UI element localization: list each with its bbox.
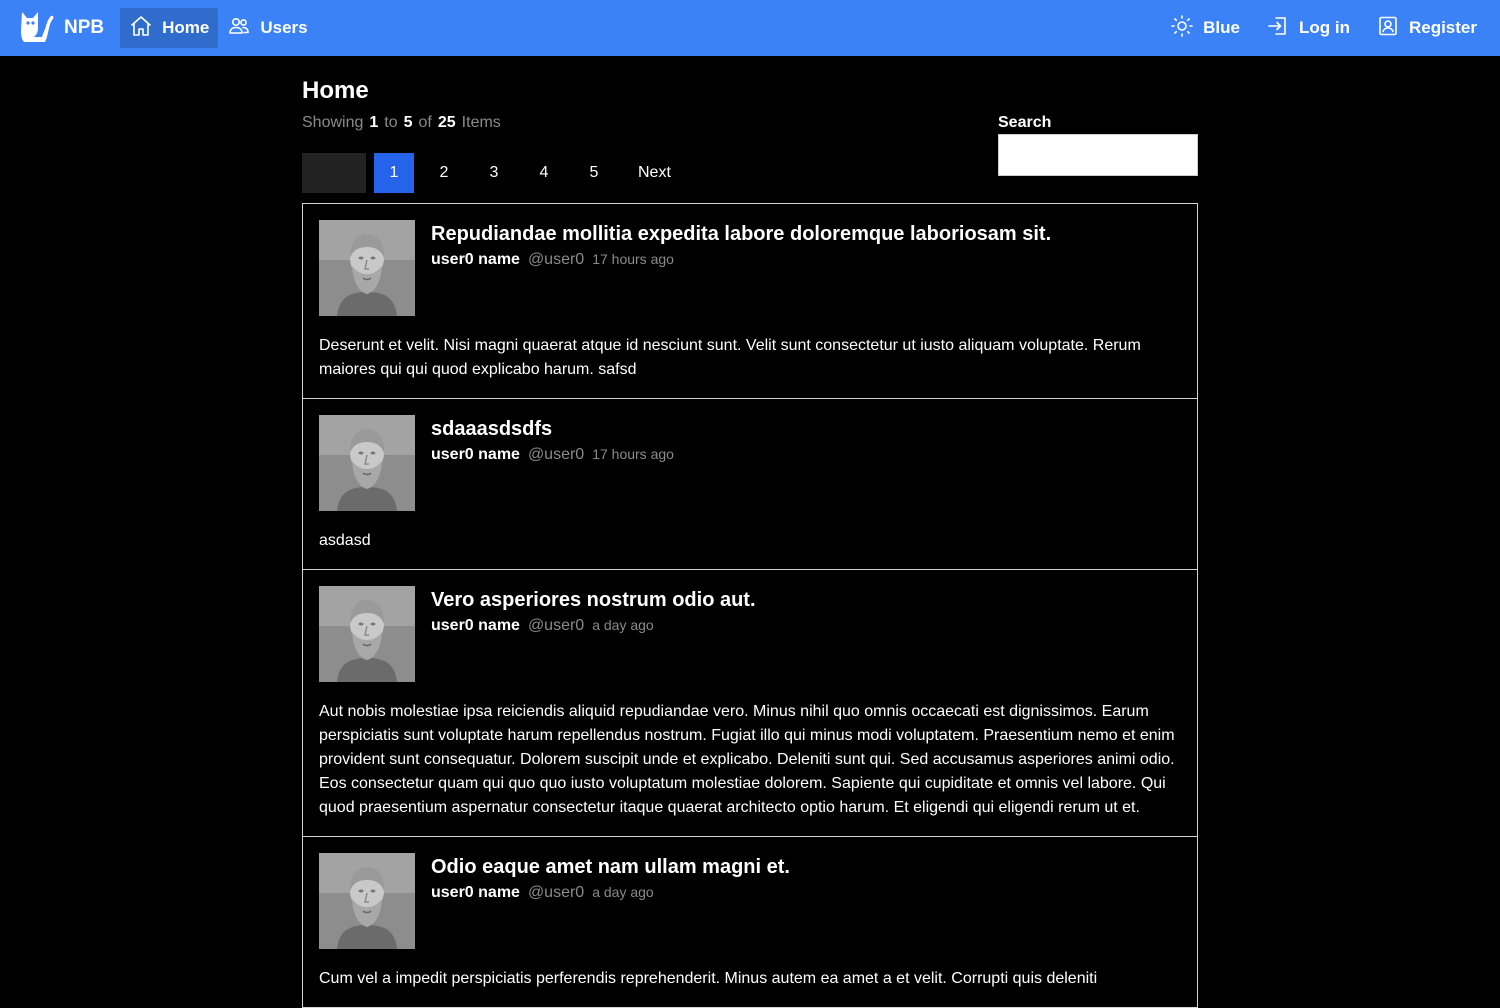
post-meta xyxy=(431,614,756,637)
bust-portrait-icon xyxy=(319,220,415,316)
post-header xyxy=(319,415,1181,511)
post-info xyxy=(431,853,790,904)
author-name[interactable]: user0 name xyxy=(431,251,520,268)
author-handle[interactable]: @user0 xyxy=(527,884,585,901)
user-card-icon xyxy=(1376,14,1400,43)
login-link[interactable] xyxy=(1257,8,1359,48)
search-box xyxy=(998,112,1198,176)
author-avatar[interactable] xyxy=(319,586,415,682)
post-body: Deserunt et velit. Nisi magni quaerat atque id nesciunt sunt. Velit sunt consectetur ut iusto aliquam voluptate. Rerum maiores qui qui quod explicabo harum. safsd xyxy=(319,337,1141,378)
pagination xyxy=(302,153,689,193)
post-info xyxy=(431,415,674,466)
brand-link[interactable] xyxy=(16,6,104,51)
post-body: Aut nobis molestiae ipsa reiciendis aliquid repudiandae vero. Minus nihil quo omnis occaecati est dignissimos. Earum perspiciatis sunt voluptate harum repellendus nostrum. Fugiat illo qui minus modi voluptatem. Praesentium nemo et enim provident sunt consequatur. Dolorem suscipit unde et explicabo. Deleniti sunt qui. Sed accusamus asperiores animi odio. Eos consectetur quam qui quo quo iusto voluptatum molestiae dolorem. Sapiente qui cupiditate et omnis vel labore. Qui quod praesentium aspernatur consectetur itaque quaerat architecto optio harum. Et eligendi qui eligendi rerum ut et. xyxy=(319,703,1175,816)
users-icon xyxy=(227,14,251,43)
search-label: Search xyxy=(998,114,1052,131)
author-avatar[interactable] xyxy=(319,415,415,511)
showing-summary xyxy=(302,112,501,134)
showing-from: 1 xyxy=(369,114,379,131)
list-controls xyxy=(302,112,1198,194)
post-meta xyxy=(431,248,1051,271)
author-avatar[interactable] xyxy=(319,853,415,949)
post-title[interactable]: Repudiandae mollitia expedita labore doloremque laboriosam sit. xyxy=(431,223,1052,245)
showing-suffix: Items xyxy=(461,114,501,131)
post-item xyxy=(303,399,1197,570)
register-label: Register xyxy=(1408,18,1477,37)
post-title[interactable]: sdaaasdsdfs xyxy=(431,418,553,440)
main-content xyxy=(302,56,1198,1008)
showing-of-word: of xyxy=(418,114,432,131)
nav-users-link[interactable] xyxy=(218,8,316,48)
post-body: Cum vel a impedit perspiciatis perferendis reprehenderit. Minus autem ea amet a et velit. Corrupti quis deleniti xyxy=(319,970,1098,987)
showing-to-word: to xyxy=(384,114,398,131)
page-button[interactable]: 5 xyxy=(589,164,599,181)
post-info xyxy=(431,586,756,637)
page-title: Home xyxy=(302,77,369,104)
post-info xyxy=(431,220,1051,271)
post-header xyxy=(319,220,1181,316)
author-name[interactable]: user0 name xyxy=(431,884,520,901)
post-item xyxy=(303,204,1197,399)
post-title[interactable]: Vero asperiores nostrum odio aut. xyxy=(431,589,756,611)
post-meta xyxy=(431,881,790,904)
cat-logo-icon xyxy=(16,6,56,51)
page-button[interactable]: 2 xyxy=(439,164,449,181)
showing-to: 5 xyxy=(403,114,413,131)
sun-icon xyxy=(1170,14,1194,43)
register-link[interactable] xyxy=(1367,8,1486,48)
author-avatar[interactable] xyxy=(319,220,415,316)
post-timestamp: 17 hours ago xyxy=(592,446,674,462)
brand-name: NPB xyxy=(64,17,105,38)
author-handle[interactable]: @user0 xyxy=(527,446,585,463)
author-handle[interactable]: @user0 xyxy=(527,251,585,268)
post-item xyxy=(303,837,1197,1007)
home-icon xyxy=(129,14,153,43)
nav-home-link[interactable] xyxy=(120,8,218,48)
post-timestamp: a day ago xyxy=(592,617,654,633)
login-label: Log in xyxy=(1298,18,1350,37)
post-title[interactable]: Odio eaque amet nam ullam magni et. xyxy=(431,856,790,878)
previous-page-button[interactable] xyxy=(302,153,366,193)
top-navbar xyxy=(0,0,1500,56)
page-button[interactable]: 3 xyxy=(489,164,499,181)
post-list xyxy=(302,203,1198,1008)
post-item xyxy=(303,570,1197,837)
page-button-current[interactable]: 1 xyxy=(374,153,414,193)
author-handle[interactable]: @user0 xyxy=(527,617,585,634)
bust-portrait-icon xyxy=(319,586,415,682)
nav-left xyxy=(16,0,317,56)
author-name[interactable]: user0 name xyxy=(431,617,520,634)
page-button[interactable]: 4 xyxy=(539,164,549,181)
theme-label: Blue xyxy=(1203,18,1240,37)
showing-prefix: Showing xyxy=(302,114,364,131)
showing-total: 25 xyxy=(437,114,456,131)
theme-toggle[interactable] xyxy=(1161,8,1249,48)
search-input[interactable] xyxy=(998,134,1198,176)
login-icon xyxy=(1266,14,1290,43)
next-page-button[interactable]: Next xyxy=(638,164,671,181)
post-timestamp: 17 hours ago xyxy=(592,251,674,267)
bust-portrait-icon xyxy=(319,415,415,511)
author-name[interactable]: user0 name xyxy=(431,446,520,463)
bust-portrait-icon xyxy=(319,853,415,949)
post-timestamp: a day ago xyxy=(592,884,654,900)
post-body: asdasd xyxy=(319,532,371,549)
nav-right xyxy=(1153,0,1486,56)
post-header xyxy=(319,853,1181,949)
post-meta xyxy=(431,443,674,466)
nav-users-label: Users xyxy=(260,18,308,37)
post-header xyxy=(319,586,1181,682)
nav-home-label: Home xyxy=(162,18,210,37)
